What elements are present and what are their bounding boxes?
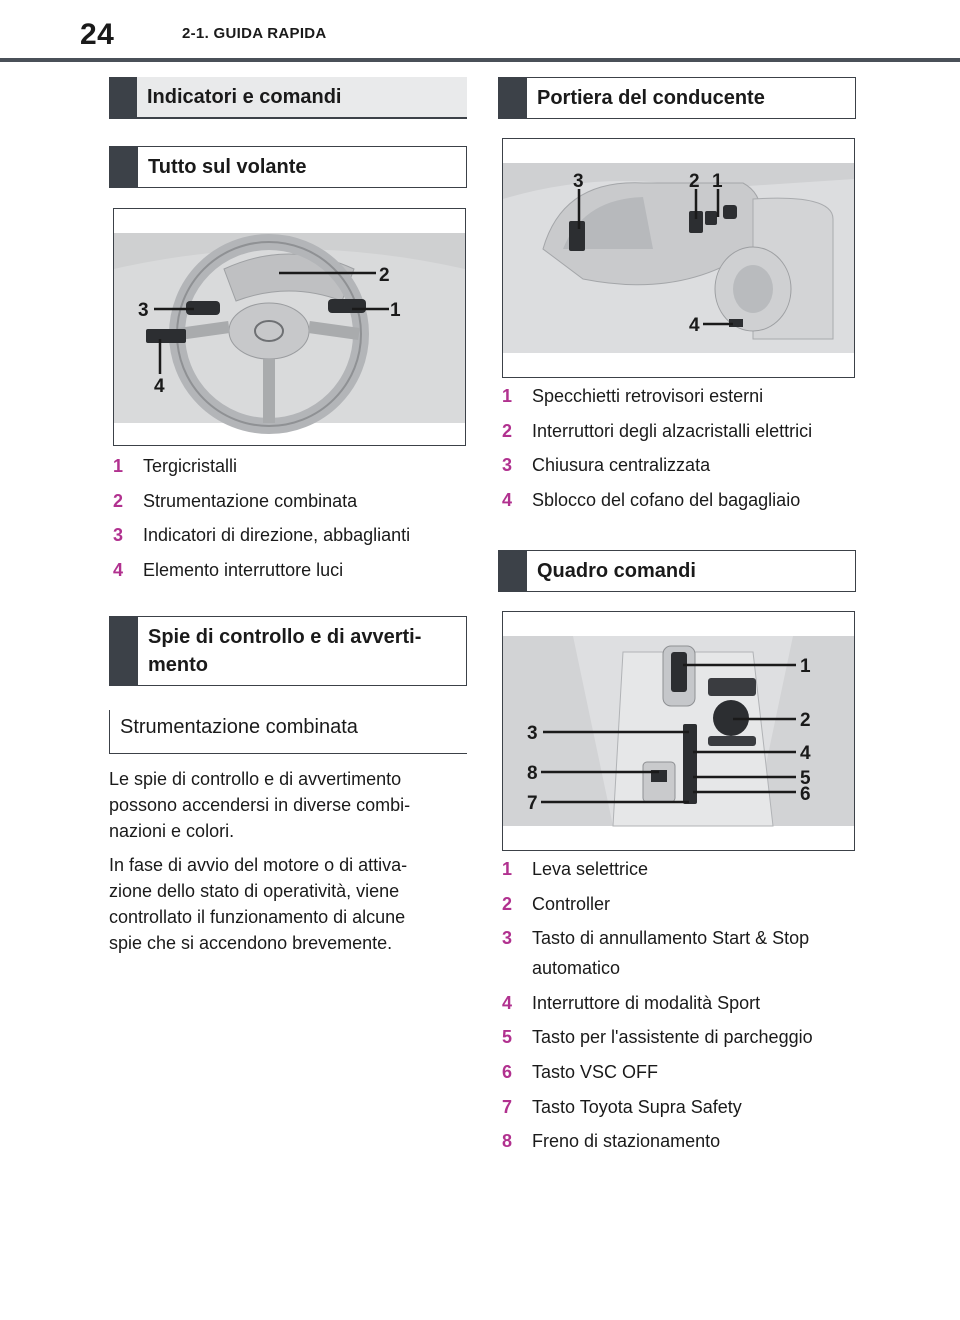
callout-4: 4 (154, 376, 165, 397)
callout-2: 2 (800, 710, 811, 731)
item-number: 8 (502, 1131, 513, 1152)
list-item (502, 450, 872, 480)
heading-quadro-text: Quadro comandi (537, 560, 696, 582)
callout-6: 6 (800, 784, 811, 805)
list-item (502, 381, 872, 411)
callout-2: 2 (379, 265, 390, 286)
text-line: controllato il funzionamento di alcune (109, 907, 406, 927)
section-heading-text: Indicatori e comandi (147, 86, 342, 108)
item-text: Controller (532, 893, 611, 914)
item-text-continued: automatico (532, 958, 621, 979)
callout-3: 3 (573, 171, 584, 192)
heading-portiera (498, 77, 856, 119)
list-item (502, 1126, 872, 1156)
page-number: 24 (80, 18, 115, 51)
heading-quadro (498, 550, 856, 592)
list-item (113, 555, 473, 585)
console-figure (502, 611, 855, 851)
list-item (502, 416, 872, 446)
item-number: 4 (502, 992, 513, 1013)
item-number: 1 (502, 859, 513, 879)
item-number: 5 (502, 1027, 513, 1048)
header-rule (0, 58, 960, 62)
text-line: spie che si accendono brevemente. (109, 933, 393, 953)
item-text: Tasto per l'assistente di parcheggio (532, 1027, 813, 1048)
list-item (502, 1092, 872, 1122)
section-heading-indicatori (109, 77, 467, 119)
heading-bar (110, 147, 138, 187)
heading-portiera-text: Portiera del conducente (537, 87, 765, 109)
heading-volante-text: Tutto sul volante (148, 156, 307, 178)
item-text: Interruttore di modalità Sport (532, 992, 761, 1013)
heading-bar (499, 551, 527, 591)
callout-7: 7 (527, 793, 538, 814)
text-line: possono accendersi in diverse combi- (109, 795, 411, 815)
item-text: Strumentazione combinata (143, 490, 358, 511)
heading-bar (499, 78, 527, 118)
subheading-text: Strumentazione combinata (120, 716, 358, 738)
item-number: 3 (113, 525, 124, 546)
list-item (502, 889, 872, 919)
callout-3: 3 (138, 300, 149, 321)
item-number: 4 (113, 559, 124, 580)
callout-4: 4 (800, 743, 811, 764)
text-line: nazioni e colori. (109, 821, 235, 841)
callout-1: 1 (390, 300, 401, 321)
item-text: Interruttori degli alzacristalli elettrici (532, 420, 813, 441)
list-item (113, 451, 473, 481)
wheel-legend-list (113, 451, 473, 589)
paragraph-spie (109, 766, 479, 844)
item-text: Tasto di annullamento Start & Stop (532, 928, 810, 949)
item-text: Freno di stazionamento (532, 1131, 721, 1152)
item-number: 6 (502, 1061, 513, 1082)
item-text: Sblocco del cofano del bagagliaio (532, 489, 801, 510)
item-number: 2 (113, 490, 124, 511)
door-panel-figure (502, 138, 855, 378)
heading-spie (109, 616, 467, 686)
callout-4: 4 (689, 315, 700, 336)
callout-3: 3 (527, 723, 538, 744)
item-text: Tergicristalli (143, 456, 238, 476)
list-item (502, 923, 872, 983)
item-number: 7 (502, 1096, 513, 1117)
callout-2: 2 (689, 171, 700, 192)
list-item (502, 854, 872, 884)
callout-1: 1 (800, 656, 811, 677)
heading-spie-text (148, 623, 458, 679)
heading-bar (110, 617, 138, 685)
list-item (502, 485, 872, 515)
heading-spie-line-2: mento (148, 654, 208, 676)
heading-spie-line-1: Spie di controllo e di avverti- (148, 626, 422, 648)
callout-5: 5 (800, 768, 811, 789)
item-number: 3 (502, 928, 513, 949)
item-text: Indicatori di direzione, abbaglianti (143, 525, 411, 546)
item-number: 3 (502, 455, 513, 476)
item-text: Specchietti retrovisori esterni (532, 386, 764, 406)
item-text: Leva selettrice (532, 859, 649, 879)
paragraph-avvio (109, 852, 479, 956)
list-item (502, 988, 872, 1018)
item-number: 2 (502, 893, 513, 914)
list-item (502, 1022, 872, 1052)
door-legend-list (502, 381, 872, 519)
item-text: Tasto VSC OFF (532, 1061, 659, 1082)
steering-wheel-figure (113, 208, 466, 446)
heading-volante (109, 146, 467, 188)
item-number: 1 (502, 386, 513, 406)
text-line: Le spie di controllo e di avvertimento (109, 769, 402, 789)
callout-1: 1 (712, 171, 723, 192)
item-text: Elemento interruttore luci (143, 559, 344, 580)
subheading-strumentazione (109, 710, 467, 754)
item-number: 1 (113, 456, 124, 476)
list-item (502, 1057, 872, 1087)
text-line: zione dello stato di operatività, viene (109, 881, 400, 901)
item-number: 2 (502, 420, 513, 441)
item-text: Tasto Toyota Supra Safety (532, 1096, 742, 1117)
text-line: In fase di avvio del motore o di attiva- (109, 855, 408, 875)
item-number: 4 (502, 489, 513, 510)
chapter-title: 2-1. GUIDA RAPIDA (182, 25, 327, 42)
list-item (113, 486, 473, 516)
heading-bar (109, 77, 137, 117)
callout-8: 8 (527, 763, 538, 784)
console-legend-list (502, 854, 872, 1161)
list-item (113, 520, 473, 550)
item-text: Chiusura centralizzata (532, 455, 711, 476)
